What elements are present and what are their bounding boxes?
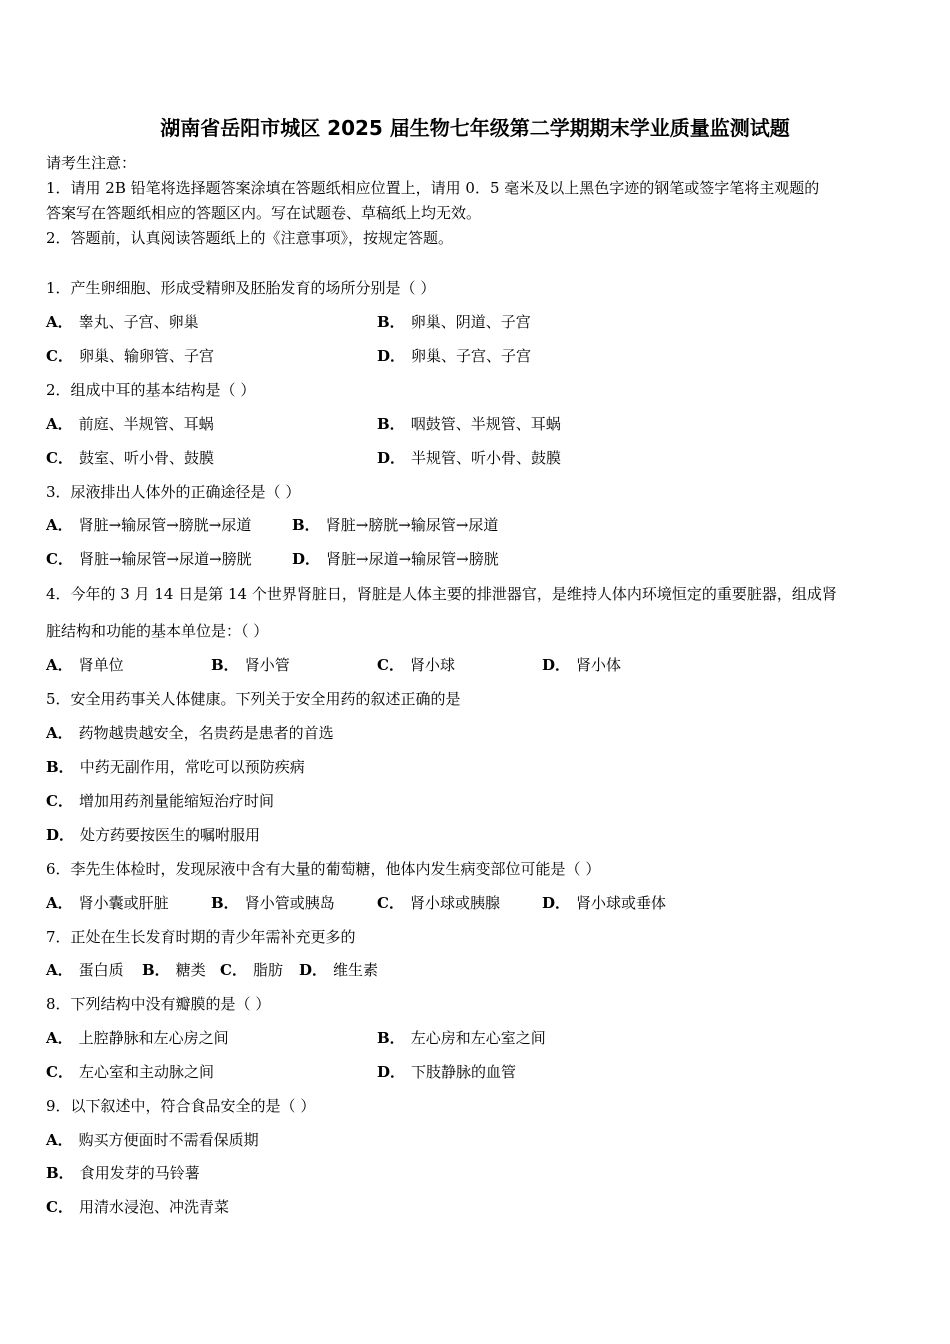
option-c: C． 卵巢、输卵管、子宫 bbox=[46, 347, 214, 365]
option-c: C． 脂肪 bbox=[220, 961, 283, 979]
option-a: A． 肾脏→输尿管→膀胱→尿道 bbox=[46, 516, 252, 534]
option-a: A． 药物越贵越安全，名贵药是患者的首选 bbox=[46, 724, 334, 742]
option-d: D． 肾小球或垂体 bbox=[542, 894, 667, 912]
option-d: D． 半规管、听小骨、鼓膜 bbox=[377, 449, 562, 467]
option-b: B． 糖类 bbox=[142, 961, 206, 979]
option-a: A． 购买方便面时不需看保质期 bbox=[46, 1131, 259, 1149]
option-c: C． 肾小球 bbox=[377, 656, 455, 674]
option-a: A． 蛋白质 bbox=[46, 961, 124, 979]
option-c: C． 增加用药剂量能缩短治疗时间 bbox=[46, 792, 274, 810]
option-c: C． 肾脏→输尿管→尿道→膀胱 bbox=[46, 550, 252, 568]
option-d: D． 肾小体 bbox=[542, 656, 622, 674]
question-stem: 3．尿液排出人体外的正确途径是（ ） bbox=[46, 483, 301, 501]
option-b: B． 肾小管 bbox=[211, 656, 290, 674]
question-stem: 5．安全用药事关人体健康。下列关于安全用药的叙述正确的是 bbox=[46, 690, 461, 708]
option-d: D． 卵巢、子宫、子宫 bbox=[377, 347, 532, 365]
option-a: A． 上腔静脉和左心房之间 bbox=[46, 1029, 229, 1047]
question-stem: 4．今年的 3 月 14 日是第 14 个世界肾脏日，肾脏是人体主要的排泄器官，是维持人体内环境恒定的重要脏器，组成肾 bbox=[46, 585, 837, 603]
option-c: C． 鼓室、听小骨、鼓膜 bbox=[46, 449, 214, 467]
option-d: D． 处方药要按医生的嘱咐服用 bbox=[46, 826, 261, 844]
option-a: A． 前庭、半规管、耳蜗 bbox=[46, 415, 214, 433]
option-d: D． 下肢静脉的血管 bbox=[377, 1063, 517, 1081]
option-b: B． 食用发芽的马铃薯 bbox=[46, 1164, 200, 1182]
option-c: C． 左心室和主动脉之间 bbox=[46, 1063, 214, 1081]
option-b: B． 肾脏→膀胱→输尿管→尿道 bbox=[292, 516, 499, 534]
question-stem-continued: 脏结构和功能的基本单位是：（ ） bbox=[46, 622, 269, 640]
option-a: A． 肾小囊或肝脏 bbox=[46, 894, 169, 912]
option-c: C． 肾小球或胰腺 bbox=[377, 894, 500, 912]
notice-heading: 请考生注意： bbox=[46, 154, 137, 172]
option-a: A． 肾单位 bbox=[46, 656, 124, 674]
option-b: B． 卵巢、阴道、子宫 bbox=[377, 313, 531, 331]
question-stem: 7．正处在生长发育时期的青少年需补充更多的 bbox=[46, 928, 356, 946]
option-b: B． 左心房和左心室之间 bbox=[377, 1029, 546, 1047]
option-a: A． 睾丸、子宫、卵巢 bbox=[46, 313, 199, 331]
option-d: D． 肾脏→尿道→输尿管→膀胱 bbox=[292, 550, 499, 568]
question-stem: 8．下列结构中没有瓣膜的是（ ） bbox=[46, 995, 271, 1013]
option-d: D． 维生素 bbox=[299, 961, 379, 979]
option-b: B． 中药无副作用，常吃可以预防疾病 bbox=[46, 758, 305, 776]
option-b: B． 咽鼓管、半规管、耳蜗 bbox=[377, 415, 561, 433]
notice-line-3: 2．答题前，认真阅读答题纸上的《注意事项》，按规定答题。 bbox=[46, 229, 454, 247]
option-c: C． 用清水浸泡、冲洗青菜 bbox=[46, 1198, 229, 1216]
notice-line-2: 答案写在答题纸相应的答题区内。写在试题卷、草稿纸上均无效。 bbox=[46, 204, 482, 222]
question-stem: 2．组成中耳的基本结构是（ ） bbox=[46, 381, 256, 399]
question-stem: 6．李先生体检时，发现尿液中含有大量的葡萄糖，他体内发生病变部位可能是（ ） bbox=[46, 860, 601, 878]
option-b: B． 肾小管或胰岛 bbox=[211, 894, 335, 912]
question-stem: 1．产生卵细胞、形成受精卵及胚胎发育的场所分别是（ ） bbox=[46, 279, 436, 297]
page-title: 湖南省岳阳市城区 2025 届生物七年级第二学期期末学业质量监测试题 bbox=[160, 116, 790, 140]
notice-line-1: 1．请用 2B 铅笔将选择题答案涂填在答题纸相应位置上，请用 0．5 毫米及以上黑色字迹的钢笔或签字笔将主观题的 bbox=[46, 179, 820, 197]
question-stem: 9．以下叙述中，符合食品安全的是（ ） bbox=[46, 1097, 316, 1115]
